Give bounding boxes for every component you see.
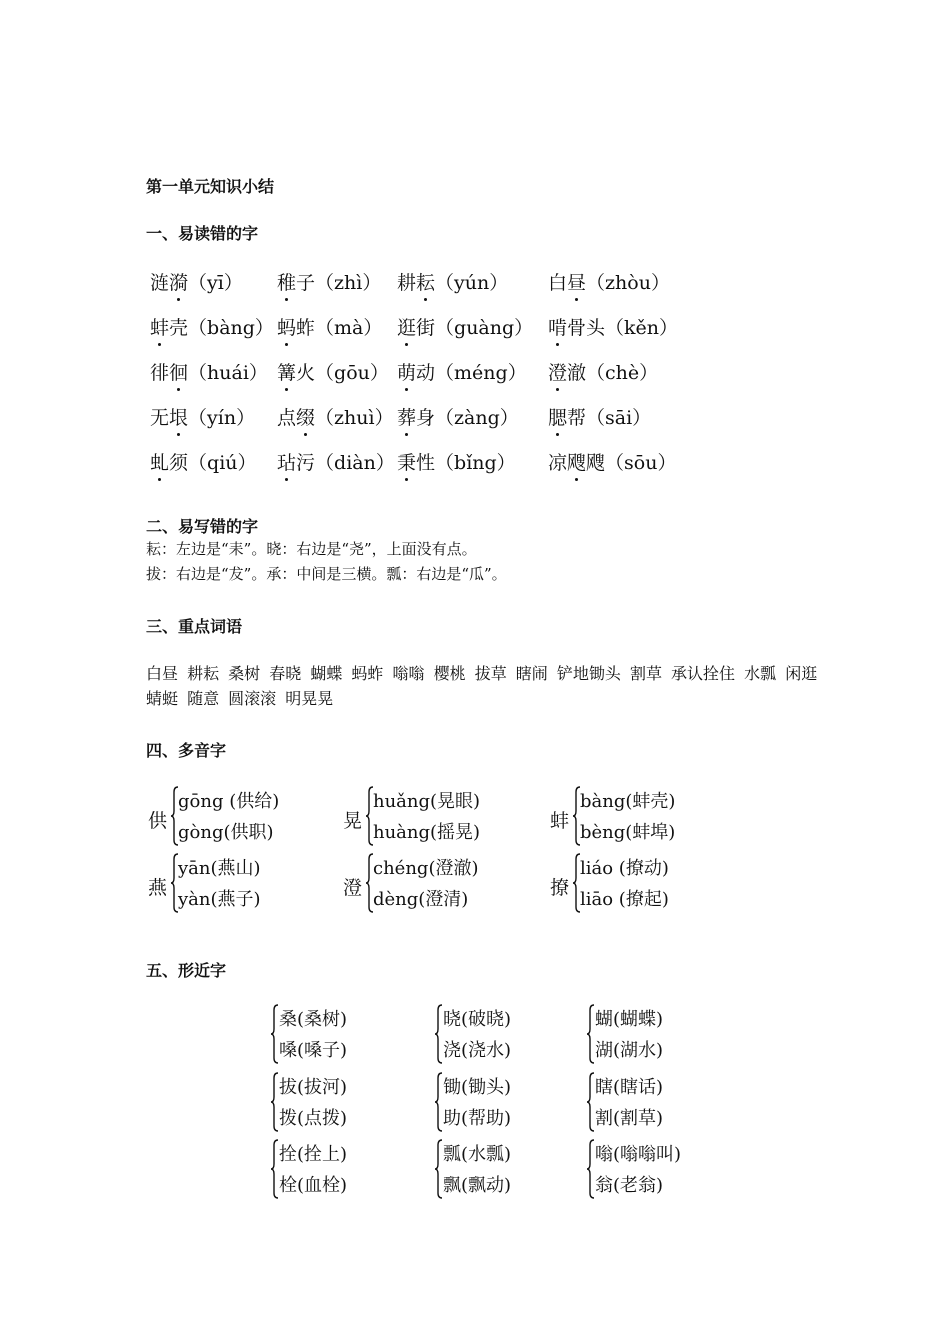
pinyin: （kěn） [605,317,679,339]
word-part: 骨头 [567,317,606,339]
similar-char-b: 湖(湖水) [595,1040,664,1061]
word-part: 涟 [150,272,170,294]
misread-item [150,451,257,475]
section-4-heading: 四、多音字 [146,741,227,760]
pinyin: （zhuì） [315,407,394,429]
word-part: 火 [296,362,316,384]
similar-char-a: 瞎(瞎话) [595,1077,664,1098]
pinyin: （guàng） [435,317,534,339]
similar-char-a: 拔(拔河) [279,1077,348,1098]
word-part: 蚱 [296,317,316,339]
pinyin: （sāi） [586,407,652,429]
reading-2: bèng(蚌埠) [580,822,676,843]
reading-1: bàng(蚌壳) [580,791,676,812]
pinyin: （bàng） [188,317,274,339]
dotted-character: 啃 [548,317,568,339]
similar-char-a: 嗡(嗡嗡叫) [595,1144,682,1165]
pinyin: （huái） [188,362,268,384]
reading-2: huàng(摇晃) [373,822,481,843]
similar-char-a: 晓(破晓) [443,1009,512,1030]
reading-1: huǎng(晃眼) [373,791,481,812]
similar-char-a: 锄(锄头) [443,1077,512,1098]
dotted-character: 徊 [169,362,189,384]
reading-2: yàn(燕子) [178,889,261,910]
misread-item [150,406,255,430]
polyphone-character: 燕 [148,877,168,899]
reading-2: liāo (撩起) [580,889,669,910]
pinyin: （chè） [586,362,659,384]
pinyin: （zhòu） [586,272,670,294]
reading-1: yān(燕山) [178,858,261,879]
similar-char-b: 翁(老翁) [595,1175,664,1196]
pinyin: （bǐng） [435,452,516,474]
misread-item [150,271,243,295]
pinyin: （qiú） [188,452,257,474]
dotted-character: 秉 [397,452,417,474]
misread-item [277,361,389,385]
reading-2: gòng(供职) [178,822,274,843]
word-part: 白 [548,272,568,294]
polyphone-character: 澄 [343,877,363,899]
page-title: 第一单元知识小结 [146,177,275,196]
word-part: 无 [150,407,170,429]
word-part: 子 [296,272,316,294]
dotted-character: 葬 [397,407,417,429]
word-part: 须 [169,452,189,474]
misread-item [397,406,519,430]
reading-1: liáo (撩动) [580,858,669,879]
word-part: 徘 [150,362,170,384]
word-part: 性 [416,452,436,474]
pinyin: （sōu） [605,452,677,474]
word-part: 点 [277,407,297,429]
similar-char-b: 栓(血栓) [279,1175,348,1196]
word-part: 身 [416,407,436,429]
misread-item [397,451,516,475]
polyphone-character: 蚌 [550,810,570,832]
misread-item [397,316,533,340]
similar-char-b: 拨(点拨) [279,1108,348,1129]
dotted-character: 稚 [277,272,297,294]
section-5-heading: 五、形近字 [146,961,227,980]
dotted-character: 腮 [548,407,568,429]
misread-item [548,316,678,340]
dotted-character: 萌 [397,362,417,384]
word-part: 污 [296,452,316,474]
misread-item [150,316,274,340]
dotted-character: 虬 [150,452,170,474]
misread-item [277,271,381,295]
misread-item [548,361,658,385]
word-part: 壳 [169,317,189,339]
misread-item [277,451,395,475]
dotted-character: 玷 [277,452,297,474]
polyphone-character: 撩 [550,877,570,899]
dotted-character: 蚂 [277,317,297,339]
dotted-character: 缀 [296,407,316,429]
dotted-character: 篝 [277,362,297,384]
misread-item [150,361,268,385]
similar-char-a: 瓢(水瓢) [443,1144,512,1165]
pinyin: （yín） [188,407,256,429]
similar-char-b: 割(割草) [595,1108,664,1129]
dotted-character: 垠 [169,407,189,429]
pinyin: （diàn） [315,452,395,474]
section-1-heading: 一、易读错的字 [146,224,259,243]
word-part: 动 [416,362,436,384]
dotted-character: 昼 [567,272,587,294]
pinyin: （zhì） [315,272,382,294]
misread-item [548,451,676,475]
pinyin: （mà） [315,317,383,339]
polyphone-character: 供 [148,810,168,832]
dotted-character: 逛 [397,317,417,339]
similar-char-b: 嗓(嗓子) [279,1040,348,1061]
similar-char-a: 桑(桑树) [279,1009,348,1030]
dotted-character: 蚌 [150,317,170,339]
pinyin: （gōu） [315,362,389,384]
pinyin: （yī） [188,272,243,294]
reading-2: dèng(澄清) [373,889,469,910]
similar-char-b: 浇(浇水) [443,1040,512,1061]
dotted-character: 澄 [548,362,568,384]
reading-1: chéng(澄澈) [373,858,479,879]
reading-1: gōng (供给) [178,791,280,812]
misread-item [548,271,670,295]
dotted-character: 耘 [416,272,436,294]
word-part: 耕 [397,272,417,294]
polyphone-character: 晃 [343,810,363,832]
pinyin: （méng） [435,362,527,384]
dotted-character: 漪 [169,272,189,294]
misread-item [397,361,527,385]
similar-char-a: 拴(拴上) [279,1144,348,1165]
word-part: 帮 [567,407,587,429]
miswritten-note-2: 拔：右边是“犮”。承：中间是三横。瓢：右边是“瓜”。 [146,565,507,583]
similar-char-b: 助(帮助) [443,1108,512,1129]
word-part: 飕 [586,452,606,474]
section-2-heading: 二、易写错的字 [146,517,259,536]
key-words-list: 白昼 耕耘 桑树 春晓 蝴蝶 蚂蚱 嗡嗡 樱桃 拔草 瞎闹 铲地锄头 割草 承认拴住 水瓢 闲逛 蜻蜓 随意 圆滚滚 明晃晃 [146,664,818,708]
section-3-heading: 三、重点词语 [146,617,243,636]
word-part: 街 [416,317,436,339]
misread-item [397,271,508,295]
similar-char-b: 飘(飘动) [443,1175,512,1196]
word-part: 凉 [548,452,568,474]
pinyin: （yún） [435,272,509,294]
dotted-character: 飕 [567,452,587,474]
misread-item [548,406,651,430]
misread-item [277,316,382,340]
similar-char-a: 蝴(蝴蝶) [595,1009,664,1030]
word-part: 澈 [567,362,587,384]
pinyin: （zàng） [435,407,519,429]
miswritten-note-1: 耘：左边是“耒”。晓：右边是“尧”，上面没有点。 [146,540,477,558]
misread-item [277,406,394,430]
